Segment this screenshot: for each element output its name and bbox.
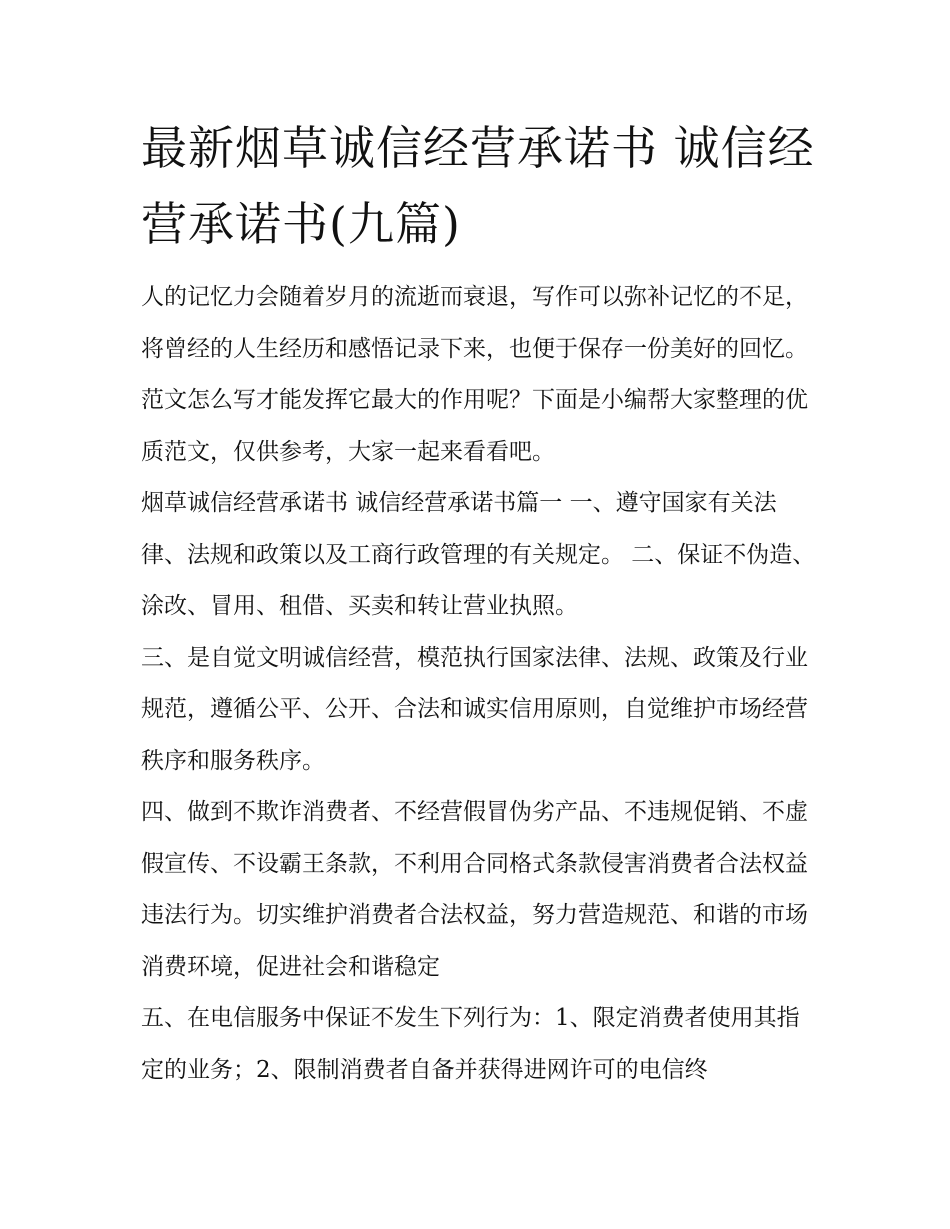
paragraph-section-5: 五、在电信服务中保证不发生下列行为：1、限定消费者使用其指定的业务；2、限制消费者自备并获得进网许可的电信终 <box>141 1005 800 1083</box>
document-body <box>141 272 821 1096</box>
paragraph-section-3: 三、是自觉文明诚信经营，模范执行国家法律、法规、政策及行业规范，遵循公平、公开、合法和诚实信用原则，自觉维护市场经营秩序和服务秩序。 <box>141 644 808 774</box>
document-title: 最新烟草诚信经营承诺书 诚信经营承诺书(九篇) <box>141 121 815 251</box>
paragraph-section-4: 四、做到不欺诈消费者、不经营假冒伪劣产品、不违规促销、不虚假宣传、不设霸王条款，不利用合同格式条款侵害消费者合法权益违法行为。切实维护消费者合法权益，努力营造规范、和谐的市场消费环境，促进社会和谐稳定 <box>141 799 808 980</box>
document-page <box>141 110 821 1096</box>
paragraph-section-1: 烟草诚信经营承诺书 诚信经营承诺书篇一 一、遵守国家有关法律、法规和政策以及工商行政管理的有关规定。 二、保证不伪造、涂改、冒用、租借、买卖和转让营业执照。 <box>141 490 816 619</box>
paragraph-intro: 人的记忆力会随着岁月的流逝而衰退，写作可以弥补记忆的不足，将曾经的人生经历和感悟记录下来，也便于保存一份美好的回忆。范文怎么写才能发挥它最大的作用呢？下面是小编帮大家整理的优质范文，仅供参考，大家一起来看看吧。 <box>141 284 808 465</box>
